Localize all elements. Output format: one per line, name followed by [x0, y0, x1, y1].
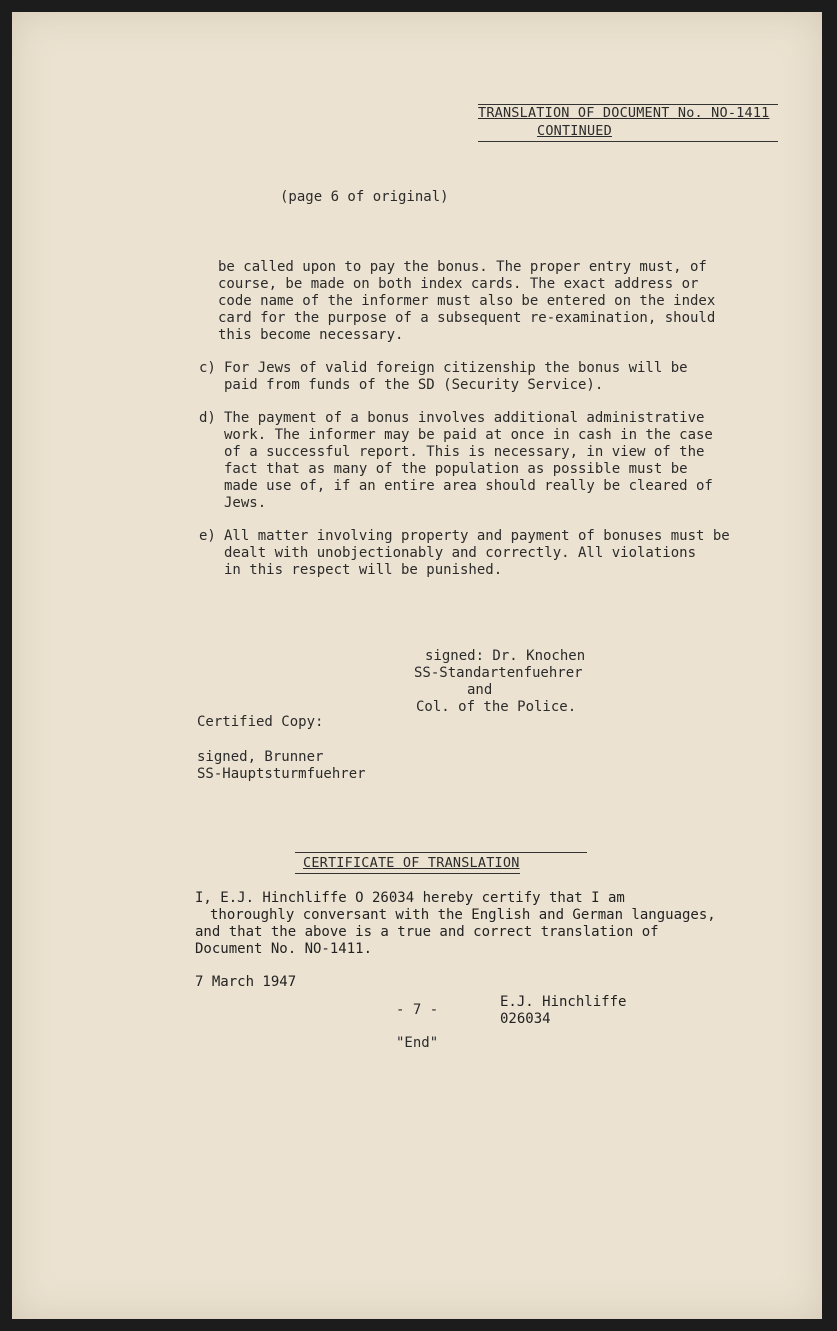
item-line: paid from funds of the SD (Security Service).	[224, 377, 604, 393]
intro-line: be called upon to pay the bonus. The proper entry must, of	[218, 259, 707, 275]
page-reference: (page 6 of original)	[280, 189, 449, 205]
certified-copy-signed: signed, Brunner	[197, 749, 324, 765]
item-line: Jews.	[224, 495, 267, 511]
certificate-line: thoroughly conversant with the English and German languages,	[210, 907, 716, 923]
certificate-top-rule	[295, 852, 587, 853]
translator-name: E.J. Hinchliffe	[500, 994, 627, 1010]
certificate-bottom-rule	[295, 873, 520, 874]
signature-signed: signed: Dr. Knochen	[425, 648, 586, 664]
item-line: fact that as many of the population as possible must be	[224, 461, 688, 477]
signature-police: Col. of the Police.	[416, 699, 577, 715]
item-line: All matter involving property and payment of bonuses must be	[224, 528, 730, 544]
intro-line: code name of the informer must also be entered on the index	[218, 293, 716, 309]
header-continued: CONTINUED	[537, 123, 612, 139]
item-line: For Jews of valid foreign citizenship the bonus will be	[224, 360, 688, 376]
certificate-date: 7 March 1947	[195, 974, 297, 990]
item-label: e)	[199, 528, 216, 544]
certificate-line: Document No. NO-1411.	[195, 941, 373, 957]
certified-copy-rank: SS-Hauptsturmfuehrer	[197, 766, 366, 782]
certificate-line: I, E.J. Hinchliffe O 26034 hereby certify that I am	[195, 890, 625, 906]
intro-line: card for the purpose of a subsequent re-examination, should	[218, 310, 716, 326]
item-line: made use of, if an entire area should really be cleared of	[224, 478, 713, 494]
item-label: c)	[199, 360, 216, 376]
certificate-title: CERTIFICATE OF TRANSLATION	[303, 855, 520, 871]
translator-id: 026034	[500, 1011, 551, 1027]
signature-and: and	[467, 682, 493, 698]
item-label: d)	[199, 410, 216, 426]
certified-copy-label: Certified Copy:	[197, 714, 324, 730]
item-line: dealt with unobjectionably and correctly. All violations	[224, 545, 697, 561]
item-line: The payment of a bonus involves additional administrative	[224, 410, 705, 426]
end-mark: "End"	[396, 1035, 439, 1051]
header-bottom-rule	[478, 141, 778, 142]
document-page	[12, 12, 822, 1319]
item-line: work. The informer may be paid at once in cash in the case	[224, 427, 713, 443]
item-line: of a successful report. This is necessary, in view of the	[224, 444, 705, 460]
intro-line: course, be made on both index cards. The exact address or	[218, 276, 699, 292]
signature-rank: SS-Standartenfuehrer	[414, 665, 583, 681]
intro-line: this become necessary.	[218, 327, 404, 343]
certificate-line: and that the above is a true and correct translation of	[195, 924, 659, 940]
page-number: - 7 -	[396, 1002, 439, 1018]
header-title: TRANSLATION OF DOCUMENT No. NO-1411	[478, 105, 770, 121]
item-line: in this respect will be punished.	[224, 562, 503, 578]
